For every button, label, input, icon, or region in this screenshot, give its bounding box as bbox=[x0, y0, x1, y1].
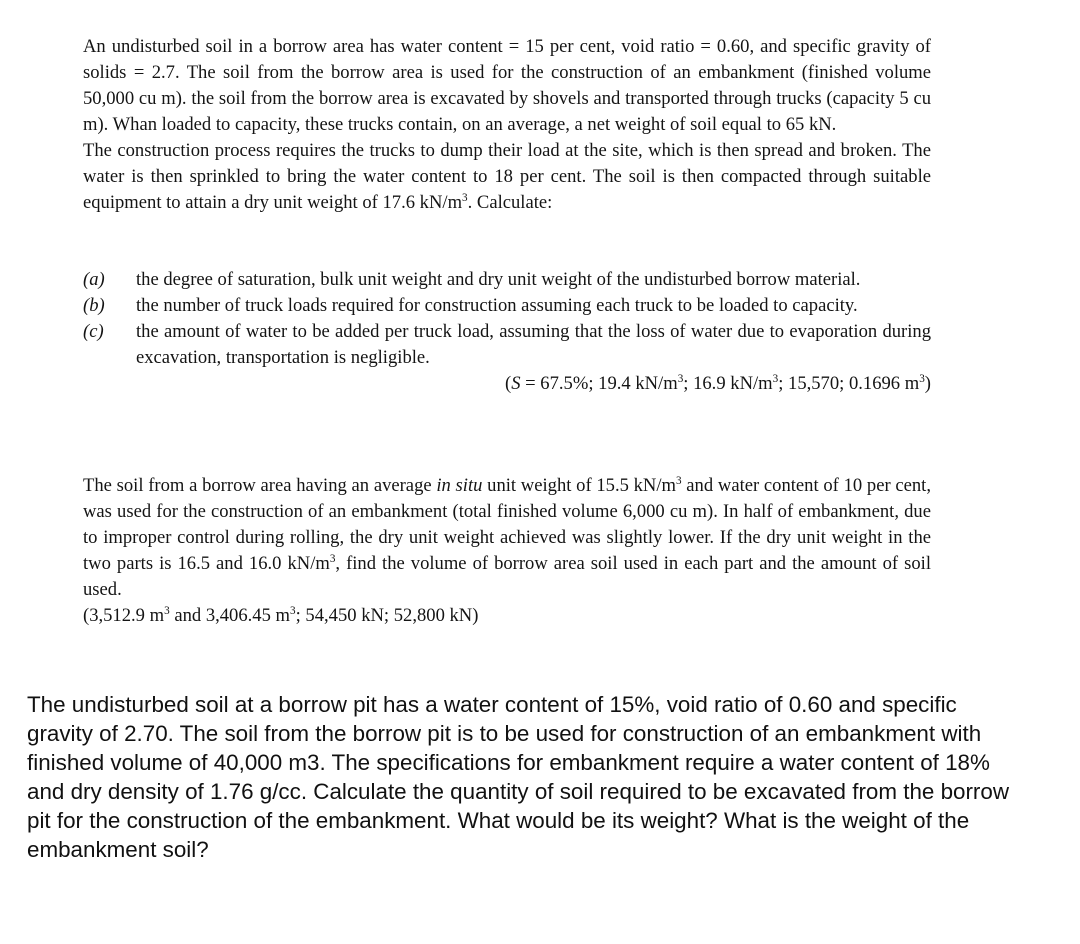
answer-close-paren: ) bbox=[924, 373, 931, 394]
superscript: 3 bbox=[772, 372, 779, 385]
problem-1-paragraph-1: An undisturbed soil in a borrow area has water content = 15 per cent, void ratio = 0.60, and specific gravity of solids = 2.7. The soil from the borrow area is used for the construction of an embankment (finished volume 50,000 cu m). the soil from the borrow area is excavated by shovels and transported through trucks (capacity 5 cu m). Whan loaded to capacity, these trucks contain, on an average, a net weight of soil equal to 65 kN. bbox=[83, 36, 931, 135]
problem-2-in-situ: in situ bbox=[436, 475, 483, 496]
answer-part-1: = 67.5%; 19.4 kN/m bbox=[520, 373, 678, 394]
problem-2-text-3: and water content of 10 per cent, was used for the construction of an embankment (total finished volume 6,000 cu m). In half of embankment, due to improper control during rolling, the dry unit weight achieved was slightly lower. If the dry unit weight in the two parts is 16.5 and 16.0 kN/m bbox=[83, 475, 931, 574]
problem-1-paragraph-2-end: . Calculate: bbox=[467, 192, 553, 213]
problem-2-text-2: unit weight of 15.5 kN/m bbox=[482, 475, 676, 496]
question-label-a: (a) bbox=[83, 269, 105, 290]
problem-1-question-list bbox=[83, 267, 931, 397]
superscript: 3 bbox=[164, 604, 170, 617]
superscript: 3 bbox=[677, 372, 684, 385]
problem-1-paragraph-2-text: The construction process requires the trucks to dump their load at the site, which is then spread and broken. The water is then sprinkled to bring the water content to 18 per cent. The soil is then compacted through suitable equipment to attain a dry unit weight of 17.6 kN/m bbox=[83, 140, 931, 213]
question-item-c bbox=[83, 319, 931, 371]
problem-2-answer bbox=[83, 603, 931, 629]
question-label-b: (b) bbox=[83, 295, 105, 316]
answer-open-paren: ( bbox=[505, 373, 512, 394]
problem-2-text-1: The soil from a borrow area having an average bbox=[83, 475, 437, 496]
question-item-a bbox=[83, 267, 931, 293]
question-item-b bbox=[83, 293, 931, 319]
superscript: 3 bbox=[290, 604, 296, 617]
answer-variable-s: S bbox=[511, 373, 521, 394]
question-text-c: the amount of water to be added per truck load, assuming that the loss of water due to evaporation during excavation, transportation is negligible. bbox=[136, 321, 931, 368]
problem-1-statement bbox=[83, 34, 931, 216]
question-label-c: (c) bbox=[83, 321, 104, 342]
superscript: 3 bbox=[329, 552, 336, 565]
superscript: 3 bbox=[919, 372, 925, 385]
question-text-b: the number of truck loads required for construction assuming each truck to be loaded to capacity. bbox=[136, 295, 858, 316]
problem-1-paragraph-2 bbox=[83, 138, 931, 216]
answer-part-1: (3,512.9 m bbox=[83, 605, 165, 626]
superscript: 3 bbox=[676, 474, 682, 487]
problem-2-paragraph bbox=[83, 473, 931, 603]
problem-1-answer bbox=[83, 371, 931, 397]
answer-part-3: ; 54,450 kN; 52,800 kN) bbox=[295, 605, 479, 626]
superscript: 3 bbox=[462, 191, 468, 204]
answer-part-3: ; 15,570; 0.1696 m bbox=[778, 373, 920, 394]
problem-2-text-4: , find the volume of borrow area soil used in each part and the amount of soil used. bbox=[83, 553, 931, 600]
answer-part-2: ; 16.9 kN/m bbox=[683, 373, 773, 394]
answer-part-2: and 3,406.45 m bbox=[169, 605, 291, 626]
problem-3-statement: The undisturbed soil at a borrow pit has a water content of 15%, void ratio of 0.60 and specific gravity of 2.70. The soil from the borrow pit is to be used for construction of an embankment with finished volume of 40,000 m3. The specifications for embankment require a water content of 18% and dry density of 1.76 g/cc. Calculate the quantity of soil required to be excavated from the borrow pit for the construction of the embankment. What would be its weight? What is the weight of the embankment soil? bbox=[27, 692, 1010, 862]
question-text-a: the degree of saturation, bulk unit weight and dry unit weight of the undisturbed borrow material. bbox=[136, 269, 861, 290]
problem-2-statement bbox=[83, 473, 931, 629]
